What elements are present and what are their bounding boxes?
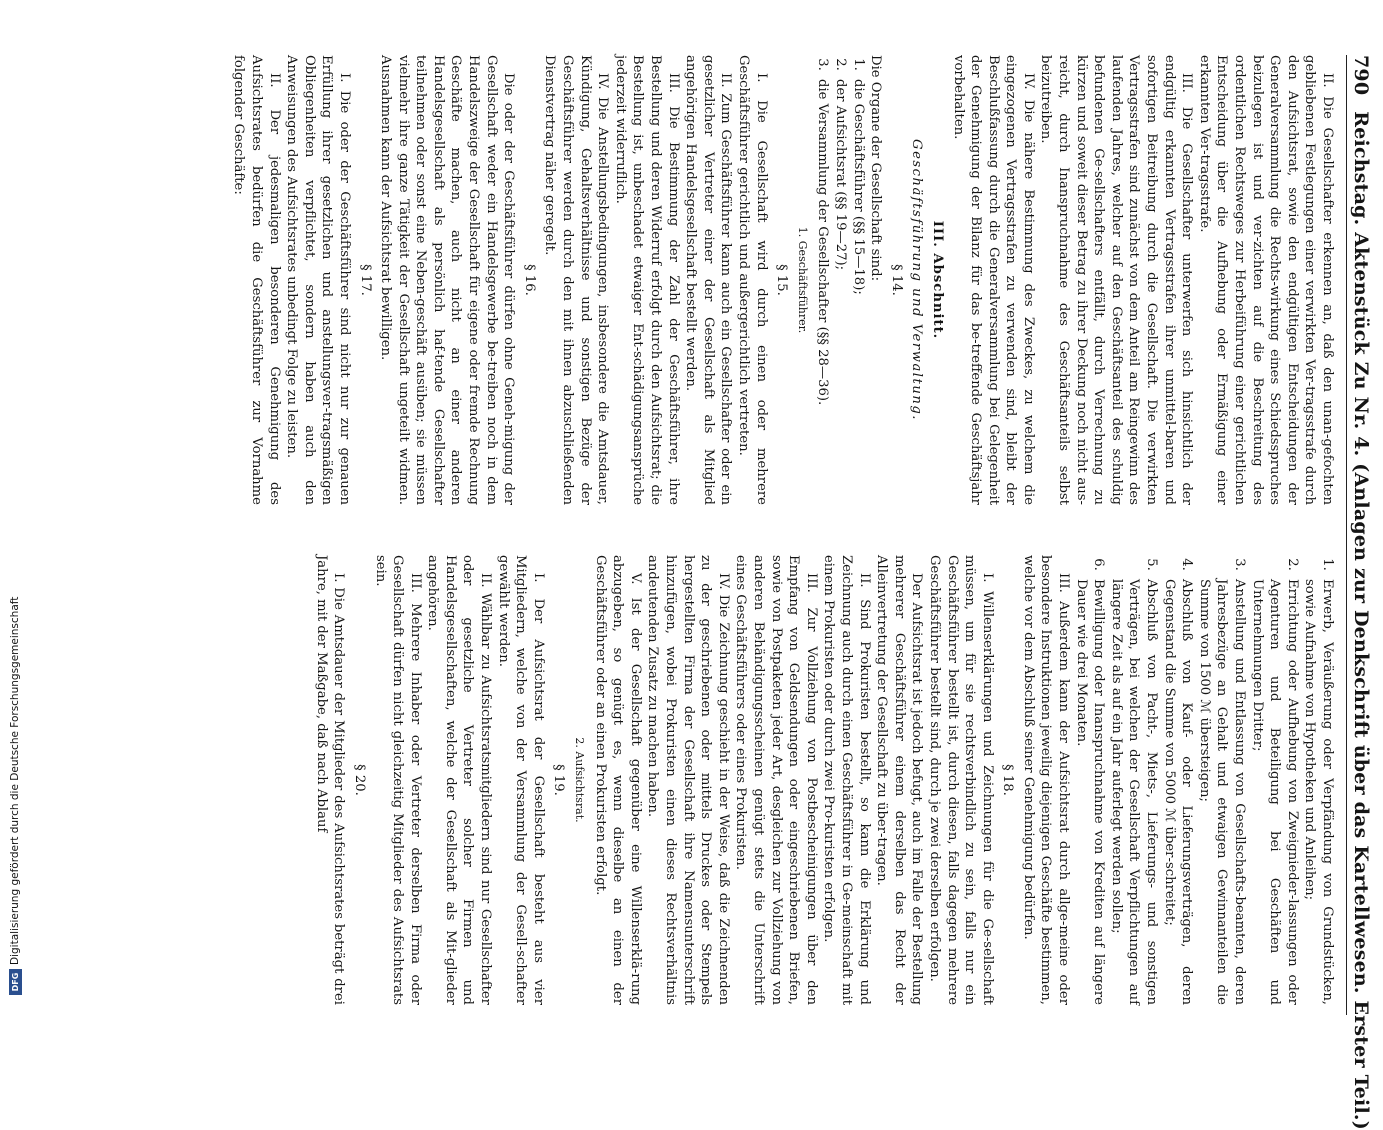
paragraph: III. Die Bestimmung der Zahl der Geschäftsführer, ihre Bestellung und deren Widerruf erfolgt durch den Aufsichtsrat; die Bestellung ist, unbeschadet etwaiger Ent-schädigungsansprüche jederzeit widerruflich. [612,55,681,505]
paragraph: III. Außerdem kann der Aufsichtsrat durch allge-meine oder besondere Instruktionen jeweilig diejenigen Geschäfte bestimmen, welche vor dem Abschluß seiner Genehmigung bedürfen. [1020,555,1072,1005]
paragraph: IV. Die Anstellungsbedingungen, insbesondere die Amtsdauer, Kündigung, Gehaltsverhältnisse und sonstigen Bezüge der Geschäftsführer werden durch den mit ihnen abzuschließenden Dienstvertrag näher geregelt. [542,55,611,505]
paragraph-number: § 19. [551,764,567,796]
paragraph: III. Mehrere Inhaber oder Vertreter derselben Firma oder Gesellschaft dürfen nicht gleichzeitig Mitglieder des Aufsichtsrats sein. [372,555,423,1005]
page-title: Reichstag. Aktenstück Zu Nr. 4. (Anlagen zur Denkschrift über das Kartellwesen. Erster Teil.) [1349,111,1372,1130]
paragraph: IV. Die nähere Bestimmung des Zweckes, zu welchem die eingezogenen Vertragsstrafen zu verwenden sind, bleibt der Beschlußfassung durch die Generalversammlung bei Gelegenheit der Genehmigung der Bilanz für das be-treffende Geschäftsjahr vorbehalten. [950,55,1036,505]
paragraph-number: § 18. [1000,764,1016,796]
paragraph-number: § 17. [357,264,373,296]
paragraph: II. Der jedesmaligen besonderen Genehmigung des Aufsichtsrates bedürfen die Geschäftsführer zur Vornahme folgender Geschäfte: [231,55,282,505]
transaction-list [1072,555,1336,1005]
page-number: 790 [1349,55,1372,96]
digitization-footer [5,595,25,995]
paragraph: II. Die Gesellschafter erkennen an, daß den unan-gefochten gebliebenen Festlegungen einer verwirkten Ver-tragsstrafe durch den Aufsichtsrat, sowie den endgültigen Entscheidungen der Generalversammlung die Rechts-wirkung eines Schiedsspruches beizulegen ist und ver-zichten auf die Beschreitung des ordentlichen Rechtsweges zur Herbeiführung einer gerichtlichen Entscheidung über die Aufhebung oder Ermäßigung einer erkannten Ver-tragsstrafe. [1196,55,1335,505]
paragraph: III. Zur Vollziehung von Postbescheinigungen über den Empfang von Geldsendungen oder eingeschriebenen Briefen, sowie von Postpaketen jeder Art, desgleichen zur Vollziehung von anderen Behändigungsscheinen genügt stets die Unterschrift eines Geschäftsführers oder eines Prokuristen. [733,555,819,1005]
paragraph: I. Die oder der Geschäftsführer sind nicht nur zur genauen Erfüllung ihrer gesetzlichen und anstellungsver-tragsmäßigen Obliegenheiten verpflichtet, sondern haben auch den Anweisungen des Aufsichtsrates unbedingt Folge zu leisten. [284,55,352,505]
section-subtitle: Geschäftsführung und Verwaltung. [909,139,925,421]
paragraph: I. Die Gesellschaft wird durch einen oder mehrere Geschäftsführer gerichtlich und außergerichtlich vertreten. [736,55,769,505]
paragraph: II. Zum Geschäftsführer kann auch ein Gesellschafter oder ein gesetzlicher Vertreter einer der Gesellschaft als Mitglied angehörigen Handelsgesellschaft bestellt werden. [683,55,734,505]
paragraph: Der Aufsichtsrat ist jedoch befugt, auch im Falle der Bestellung mehrerer Geschäftsführer einem derselben das Recht der Alleinvertretung der Gesellschaft zu über-tragen. [874,555,925,1005]
list-item: 6. Bewilligung oder Inanspruchnahme von Krediten auf längere Dauer wie drei Monaten. [1072,575,1107,1005]
footer-text: Digitalisierung gefördert durch die Deutsche Forschungsgemeinschaft [9,596,21,965]
list-item: 1. Erwerb, Veräußerung oder Verpfändung von Grundstücken, sowie Aufnahme von Hypotheken und Anleihen; [1301,575,1336,1005]
paragraph: I. Die Amtsdauer der Mitglieder des Aufsichtsrates beträgt drei Jahre, mit der Maßgabe, daß nach Ablauf [313,555,347,1005]
list-item: 5. Abschluß von Pacht-, Miets-, Lieferungs- und sonstigen Verträgen, bei welchen der Gesellschaft Verpflichtungen auf längere Zeit als auf ein Jahr auferlegt werden sollen; [1107,575,1160,1005]
list-item: 2. der Aufsichtsrat (§§ 19—27); [831,75,849,505]
paragraph: I. Der Aufsichtsrat der Gesellschaft besteht aus vier Mitgliedern, welche von der Versammlung der Gesell-schafter gewählt werden. [495,555,546,1005]
right-column [230,555,1336,1005]
paragraph-number: § 20. [351,764,367,796]
page-header [1346,55,1383,1130]
list-item: 2. Errichtung oder Aufhebung von Zweignieder-lassungen oder Agenturen und Beteiligung bei Geschäften und Unternehmungen Dritter; [1248,575,1301,1005]
list-item: 1. die Geschäftsführer (§§ 15—18); [849,75,867,505]
list-item: 4. Abschluß von Kauf- oder Lieferungsverträgen, deren Gegenstand die Summe von 5000 ℳ über-schreitet; [1160,575,1195,1005]
paragraph: IV. Die Zeichnung geschieht in der Weise, daß die Zeichnenden zu der geschriebenen oder mittels Druckes oder Stempels hergestellten Firma der Gesellschaft ihre Namensunterschrift hinzufügen, wobei Prokuristen einen dieses Rechtsverhältnis andeutenden Zusatz zu machen haben. [645,555,731,1005]
organ-list [814,55,867,505]
rotated-page [55,55,1383,1130]
paragraph-number: § 14. [888,264,904,296]
subsection-title: 2. Aufsichtsrat. [573,737,587,823]
paragraph: Die oder der Geschäftsführer dürfen ohne Geneh-migung der Gesellschaft weder ein Handelsgewerbe be-treiben noch in dem Handelszweige der Gesellschaft für eigene oder fremde Rechnung Geschäfte machen, auch nicht an einer anderen Handelsgesellschaft als persönlich haf-tende Gesellschafter teilnehmen oder sonst eine Neben-geschäft ausüben; sie müssen vielmehr ihre ganze Tätigkeit der Gesellschaft ungeteilt widmen. Ausnahmen kann der Aufsichtsrat bewilligen. [378,55,517,505]
paragraph: I. Willenserklärungen und Zeichnungen für die Ge-sellschaft müssen, um für sie rechtsverbindlich zu sein, falls nur ein Geschäftsführer bestellt ist, durch diesen, falls dagegen mehrere Geschäftsführer bestellt sind, durch je zwei derselben erfolgen. [926,555,995,1005]
paragraph: II. Sind Prokuristen bestellt, so kann die Erklärung und Zeichnung auch durch einen Geschäftsführer in Ge-meinschaft mit einem Prokuristen oder durch zwei Pro-kuristen erfolgen. [821,555,872,1005]
section-title: III. Abschnitt. [929,220,945,340]
paragraph: V. Ist der Gesellschaft gegenüber eine Willenserklä-rung abzugeben, so genügt es, wenn dieselbe an einen der Geschäftsführer oder an einen Prokuristen erfolgt. [592,555,643,1005]
list-item: 3. Anstellung und Entlassung von Gesellschafts-beamten, deren Jahresbezüge an Gehalt und etwaigen Gewinnanteilen die Summe von 1500 ℳ übersteigen; [1195,575,1248,1005]
paragraph: III. Die Gesellschafter unterwerfen sich hinsichtlich der endgültig erkannten Vertragsstrafen ihrer unmittel-baren und sofortigen Beitreibung durch die Gesellschaft. Die verwirkten Vertragsstrafen sind zunächst von dem Anteil am Reingewinn des laufenden Jahres, welcher auf den Geschäftsanteil des schuldig befundenen Ge-sellschafters entfällt, durch Verrechnung zu kürzen und soweit dieser Betrag zu ihrer Deckung noch nicht aus-reicht, durch Inanspruchnahme des Geschäftsanteils selbst beizutreiben. [1038,55,1195,505]
paragraph: Die Organe der Gesellschaft sind: [868,55,884,282]
left-column [230,55,1336,505]
paragraph-number: § 15. [774,264,790,296]
list-item: 3. die Versammlung der Gesellschafter (§§ 28—36). [814,75,832,505]
paragraph-number: § 16. [521,264,537,296]
paragraph: II. Wählbar zu Aufsichtsratsmitgliedern sind nur Gesellschafter oder gesetzliche Vertreter solcher Firmen und Handelsgesellschaften, welche der Gesellschaft als Mit-glieder angehören. [425,555,494,1005]
dfg-logo-icon: DFG [9,969,22,995]
subsection-title: 1. Geschäftsführer. [795,226,809,334]
